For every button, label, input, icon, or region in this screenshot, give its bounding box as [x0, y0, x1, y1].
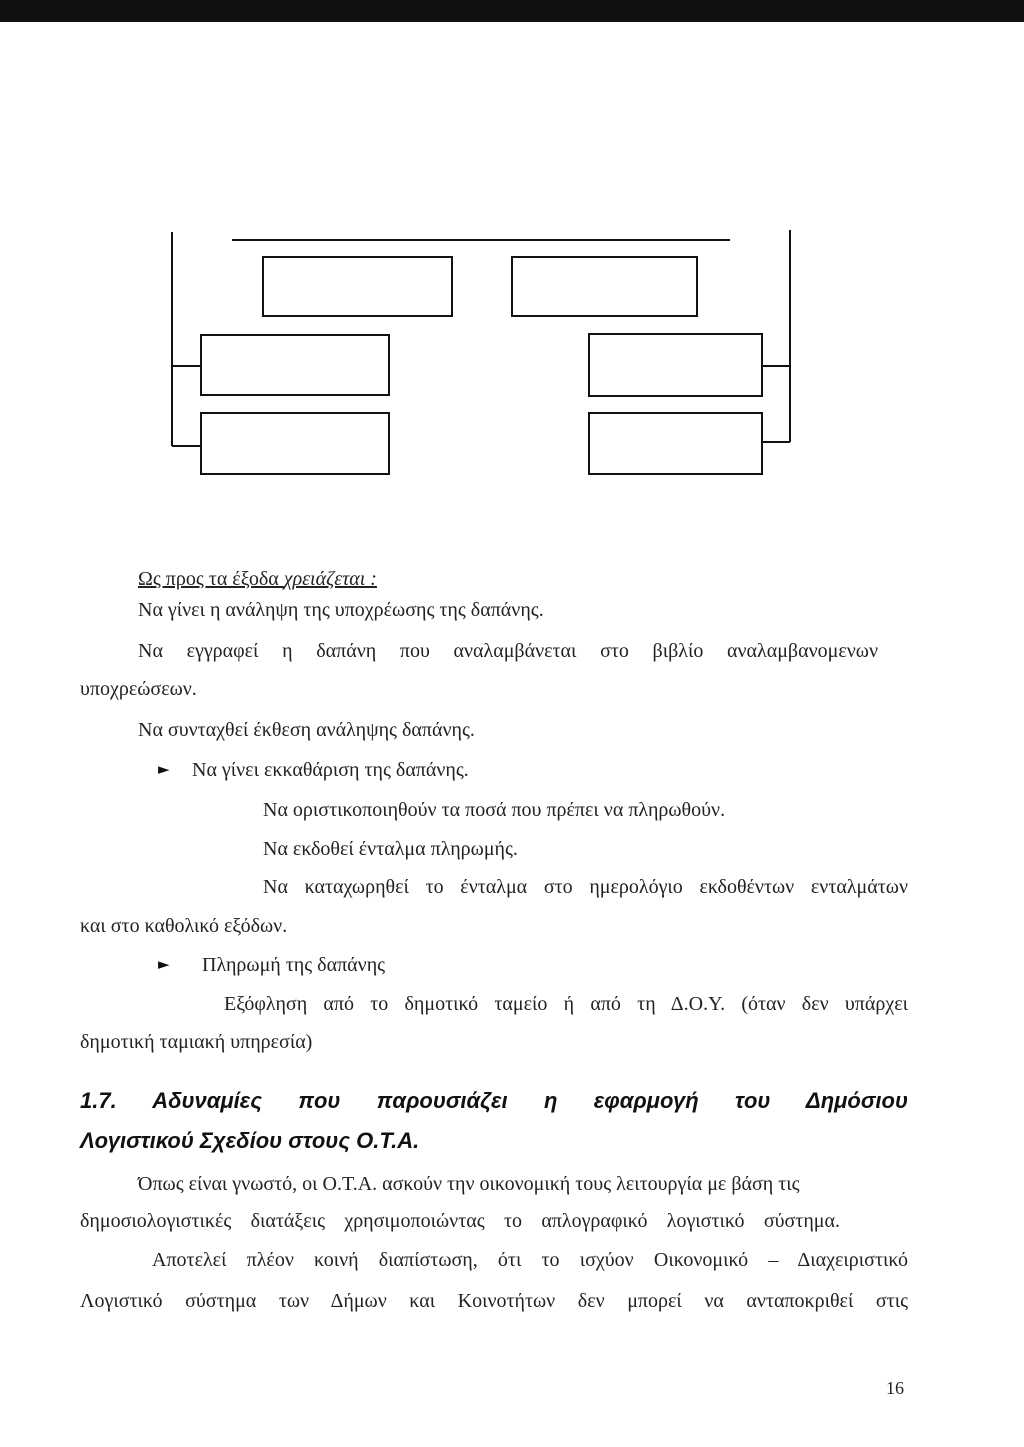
paragraph-line-2: δημοσιολογιστικές διατάξεις χρησιμοποιώντας το απλογραφικό λογιστικό σύστημα.: [80, 1210, 840, 1232]
text-line-7: Να εκδοθεί ένταλμα πληρωμής.: [263, 838, 518, 860]
text-line-11: Εξόφληση από το δημοτικό ταμείο ή από τη Δ.Ο.Υ. (όταν δεν υπάρχει: [224, 993, 908, 1015]
expenses-heading: Ως προς τα έξοδα χρειάζεται :: [138, 568, 377, 590]
diagram-box-bot-right: [589, 413, 762, 474]
page-number: 16: [886, 1378, 904, 1398]
bullet-arrow-icon: ►: [158, 955, 170, 973]
text-line-1: Να γίνει η ανάληψη της υποχρέωσης της δαπάνης.: [138, 599, 544, 621]
text-line-9: και στο καθολικό εξόδων.: [80, 915, 288, 937]
paragraph-line-4: Λογιστικό σύστημα των Δήμων και Κοινοτήτων δεν μπορεί να ανταποκριθεί στις: [80, 1290, 908, 1312]
section-title-line-1: 1.7. Αδυναμίες που παρουσιάζει η εφαρμογή του Δημόσιου: [80, 1088, 908, 1113]
org-diagram: [0, 0, 1024, 520]
diagram-box-mid-right: [589, 334, 762, 396]
text-line-2: Να εγγραφεί η δαπάνη που αναλαμβάνεται στο βιβλίο αναλαμβανομενων: [138, 640, 878, 662]
bullet-arrow-icon: ►: [158, 760, 170, 778]
text-line-4: Να συνταχθεί έκθεση ανάληψης δαπάνης.: [138, 719, 475, 741]
section-title-line-2: Λογιστικού Σχεδίου στους Ο.Τ.Α.: [80, 1128, 420, 1153]
paragraph-line-3: Αποτελεί πλέον κοινή διαπίστωση, ότι το ισχύον Οικονομικό – Διαχειριστικό: [152, 1249, 908, 1271]
text-line-6: Να οριστικοποιηθούν τα ποσά που πρέπει να πληρωθούν.: [263, 799, 726, 821]
text-line-12: δημοτική ταμιακή υπηρεσία): [80, 1031, 313, 1053]
text-line-5: Να γίνει εκκαθάριση της δαπάνης.: [192, 759, 469, 781]
text-line-8: Να καταχωρηθεί το ένταλμα στο ημερολόγιο εκδοθέντων ενταλμάτων: [263, 876, 908, 898]
text-line-10: Πληρωμή της δαπάνης: [202, 954, 386, 976]
diagram-box-mid-left: [201, 335, 389, 395]
diagram-box-top-right: [512, 257, 697, 316]
text-line-3: υποχρεώσεων.: [80, 678, 197, 700]
paragraph-line-1: Όπως είναι γνωστό, οι Ο.Τ.Α. ασκούν την οικονομική τους λειτουργία με βάση τις: [138, 1173, 800, 1195]
diagram-box-top-left: [263, 257, 452, 316]
diagram-box-bot-left: [201, 413, 389, 474]
